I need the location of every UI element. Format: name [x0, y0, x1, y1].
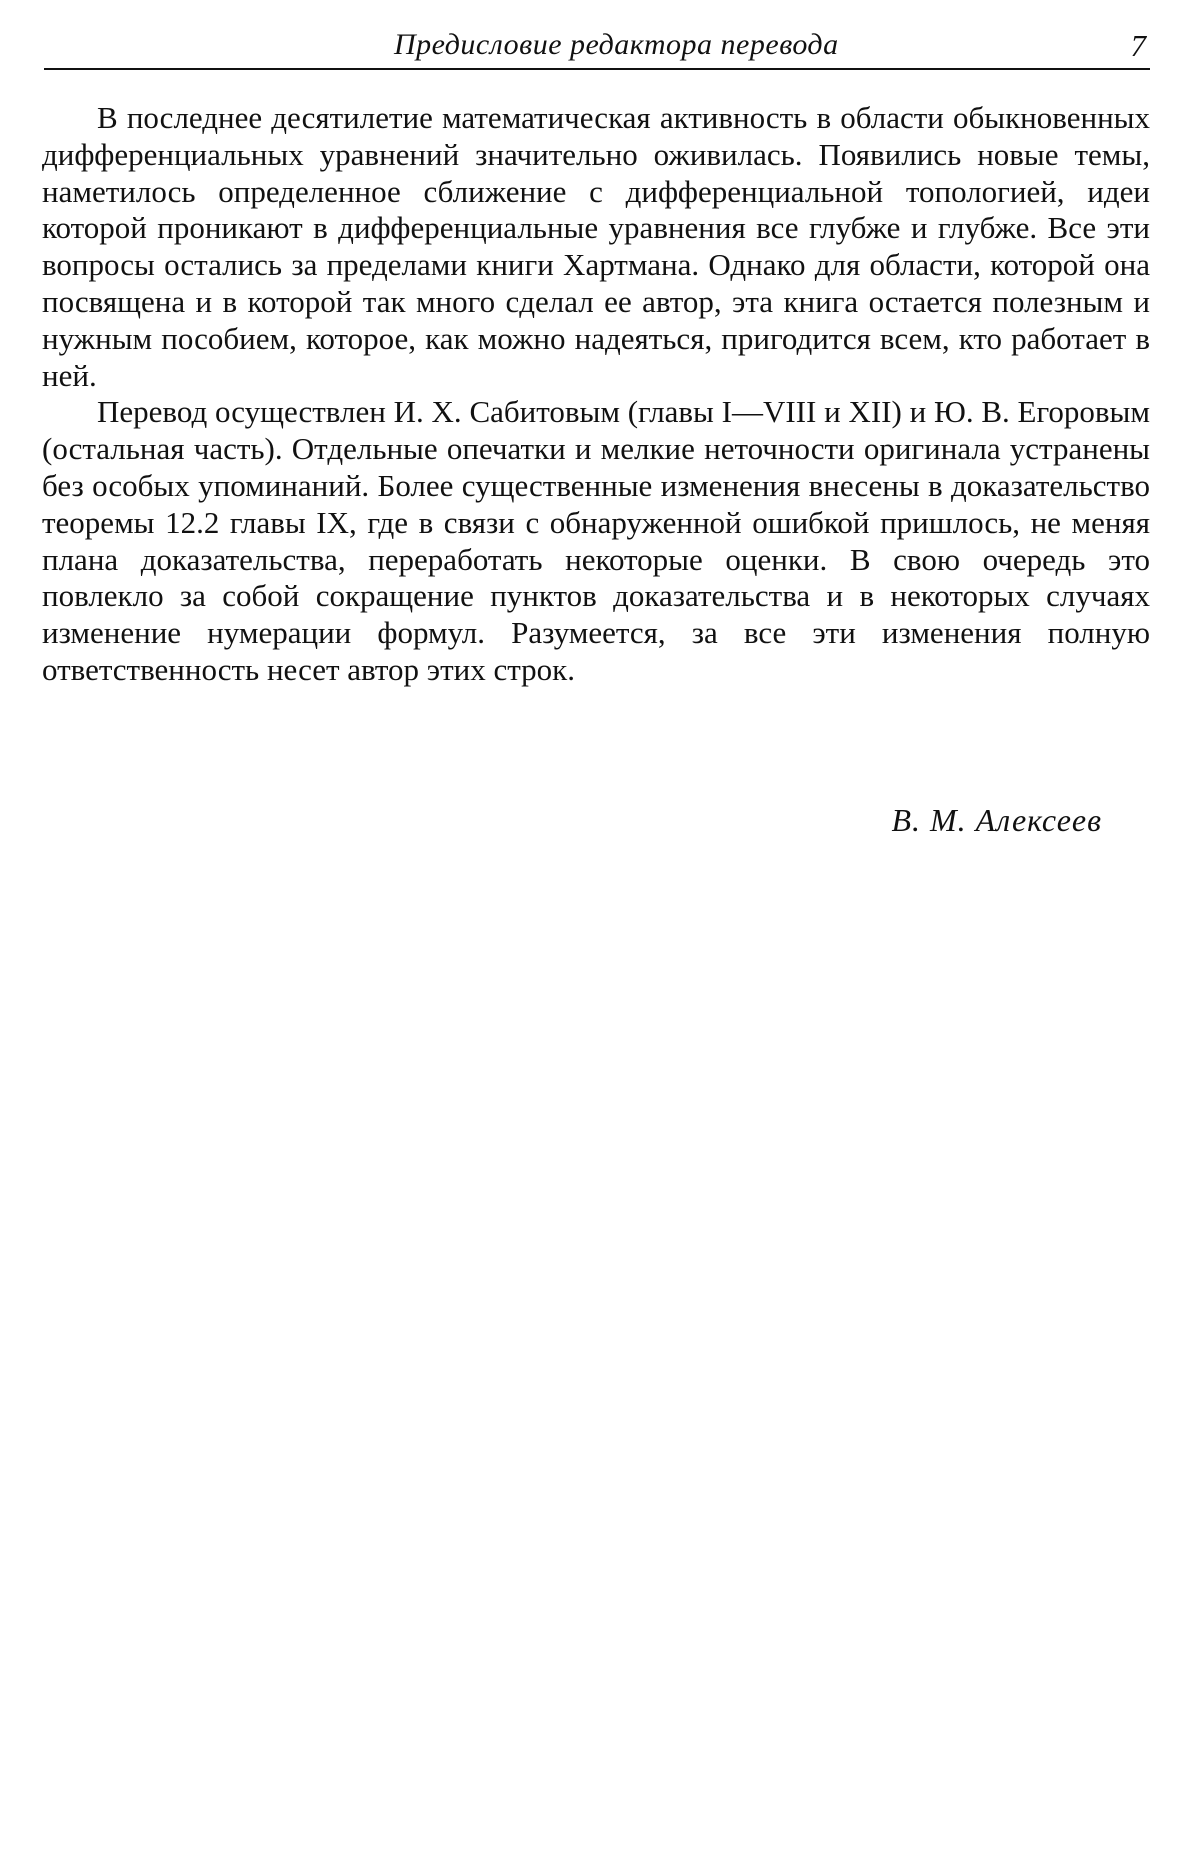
signature: В. М. Алексеев — [891, 802, 1102, 838]
page-number: 7 — [1130, 28, 1146, 63]
body-text — [42, 100, 1150, 689]
paragraph-1: В последнее десятилетие математическая активность в области обыкновенных дифференциальных уравнений значительно оживилась. Появились новые темы, наметилось определенное сближение с дифференциальной топологией, идеи которой проникают в дифференциальные уравнения все глубже и глубже. Все эти вопросы остались за пределами книги Хартмана. Однако для области, которой она посвящена и в которой так много сделал ее автор, эта книга остается полезным и нужным пособием, которое, как можно надеяться, пригодится всем, кто работает в ней. — [42, 100, 1150, 393]
running-title: Предисловие редактора перевода — [394, 28, 839, 61]
paragraph-2: Перевод осуществлен И. X. Сабитовым (главы I—VIII и XII) и Ю. В. Егоровым (остальная часть). Отдельные опечатки и мелкие неточности оригинала устранены без особых упоминаний. Более существенные изменения внесены в доказательство теоремы 12.2 главы IX, где в связи с обнаруженной ошибкой пришлось, не меняя плана доказательства, переработать некоторые оценки. В свою очередь это повлекло за собой сокращение пунктов доказательства и в некоторых случаях изменение нумерации формул. Разумеется, за все эти изменения полную ответственность несет автор этих строк. — [42, 394, 1150, 687]
running-head — [44, 28, 1150, 72]
header-rule — [44, 68, 1150, 70]
